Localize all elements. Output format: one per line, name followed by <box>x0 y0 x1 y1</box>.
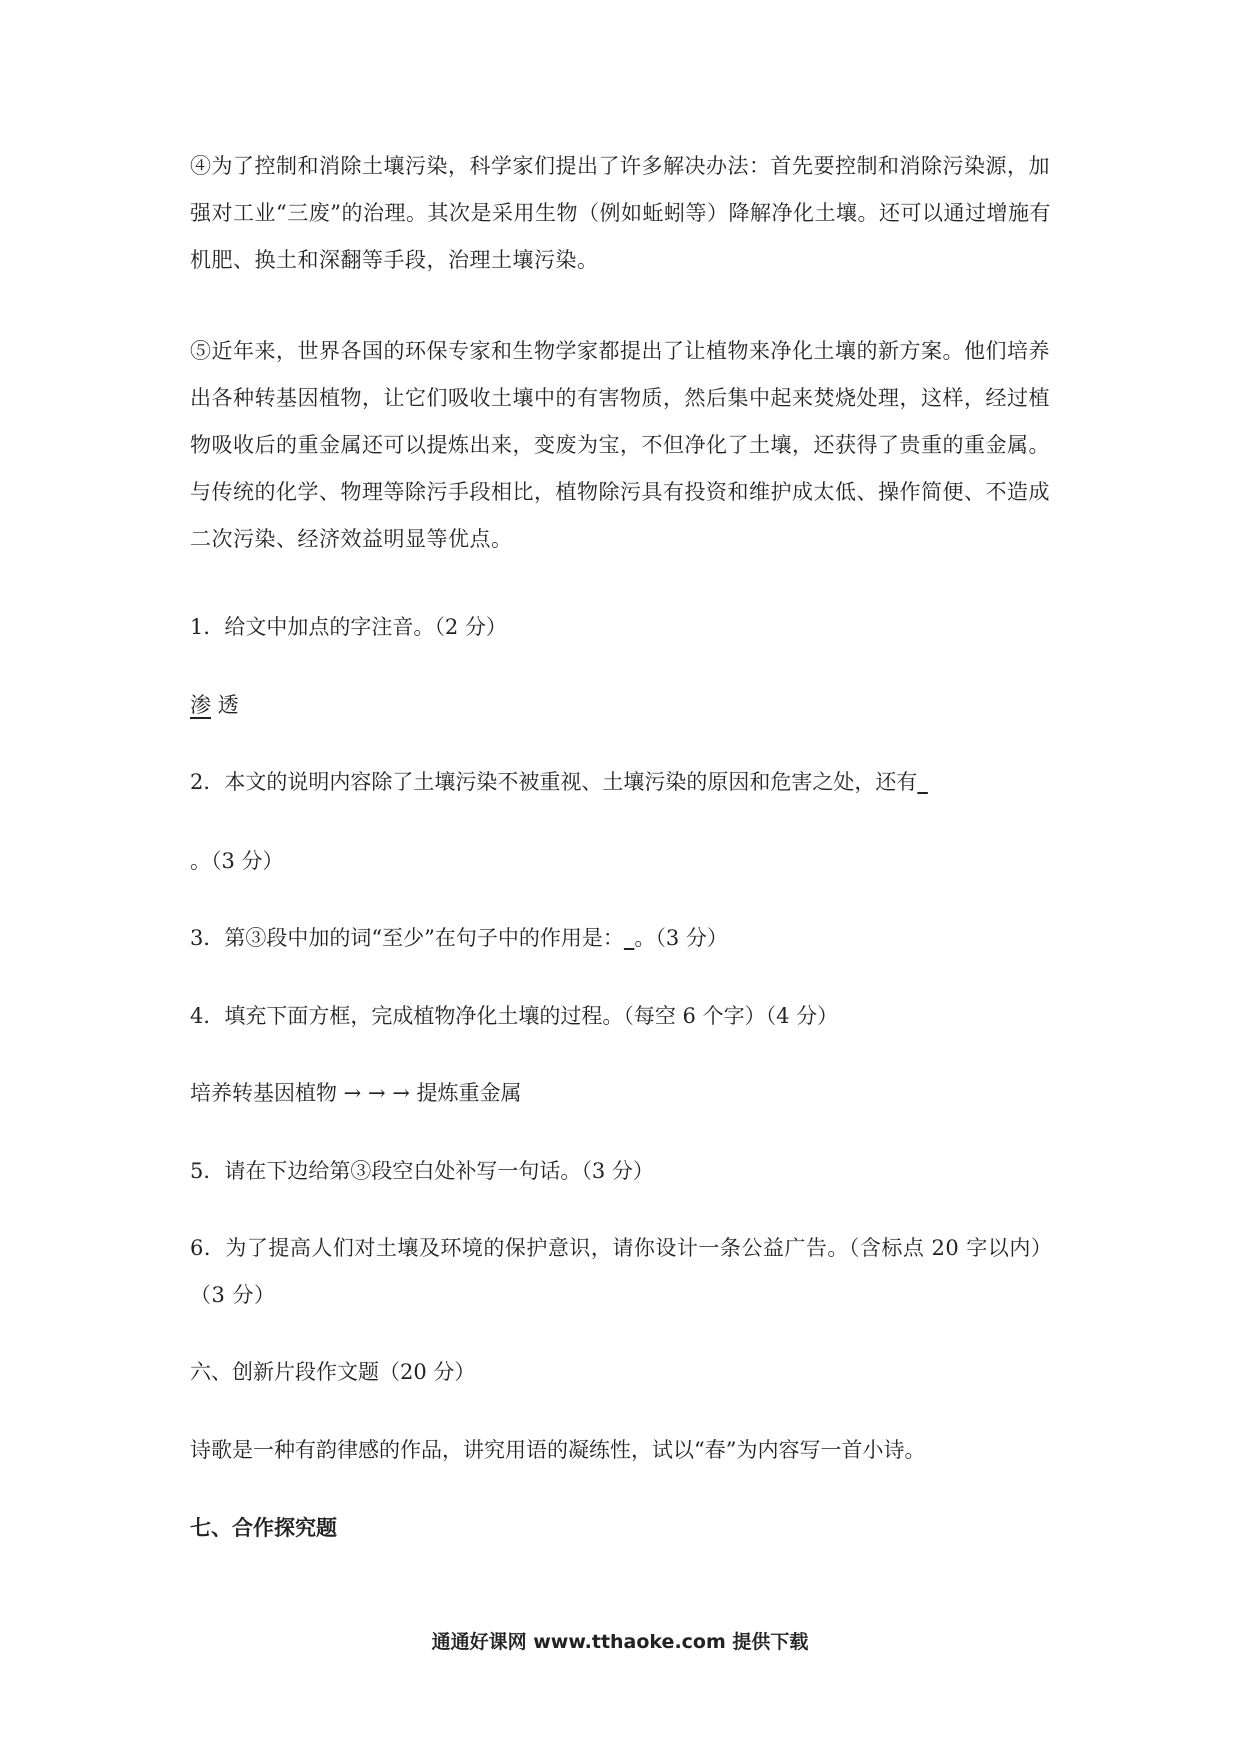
section-6-prompt: 诗歌是一种有韵律感的作品，讲究用语的凝练性，试以“春”为内容写一首小诗。 <box>190 1438 926 1462</box>
section-7-title: 七、合作探究题 <box>190 1516 337 1540</box>
question-4-flow: 培养转基因植物 → → → 提炼重金属 <box>190 1081 522 1105</box>
question-5: 5．请在下边给第③段空白处补写一句话。（3 分） <box>190 1159 654 1183</box>
question-3-text: 3．第③段中加的词“至少”在句子中的作用是： <box>190 926 624 950</box>
question-2-line-1 <box>190 767 928 797</box>
question-2-line-2: 。（3 分） <box>190 849 284 873</box>
paragraph-4: ④为了控制和消除土壤污染，科学家们提出了许多解决办法：首先要控制和消除污染源，加强对工业“三废”的治理。其次是采用生物（例如蚯蚓等）降解净化土壤。还可以通过增施有机肥、换土和深翻等手段，治理土壤污染。 <box>190 154 1051 272</box>
dotted-word-2: 透 <box>217 693 239 717</box>
question-3-blank: _ <box>623 926 635 950</box>
question-2-text: 2．本文的说明内容除了土壤污染不被重视、土壤污染的原因和危害之处，还有 <box>190 770 918 794</box>
question-3 <box>190 923 728 953</box>
question-6: 6．为了提高人们对土壤及环境的保护意识，请你设计一条公益广告。（含标点 20 字以内）（3 分） <box>190 1236 1053 1307</box>
paragraph-5: ⑤近年来，世界各国的环保专家和生物学家都提出了让植物来净化土壤的新方案。他们培养出各种转基因植物，让它们吸收土壤中的有害物质，然后集中起来焚烧处理，这样，经过植物吸收后的重金属还可以提炼出来，变废为宝，不但净化了土壤，还获得了贵重的重金属。与传统的化学、物理等除污手段相比，植物除污具有投资和维护成太低、操作简便、不造成二次污染、经济效益明显等优点。 <box>190 339 1050 551</box>
question-1-words <box>190 690 239 720</box>
question-3-score: 。（3 分） <box>634 926 728 950</box>
question-4: 4．填充下面方框，完成植物净化土壤的过程。（每空 6 个字）（4 分） <box>190 1004 839 1028</box>
page-footer: 通通好课网 www.tthaoke.com 提供下载 <box>431 1631 809 1653</box>
question-1: 1．给文中加点的字注音。（2 分） <box>190 615 507 639</box>
section-6-title: 六、创新片段作文题（20 分） <box>190 1360 476 1384</box>
question-2-blank: _ <box>917 770 928 794</box>
dotted-word-1: 渗 <box>190 693 211 717</box>
